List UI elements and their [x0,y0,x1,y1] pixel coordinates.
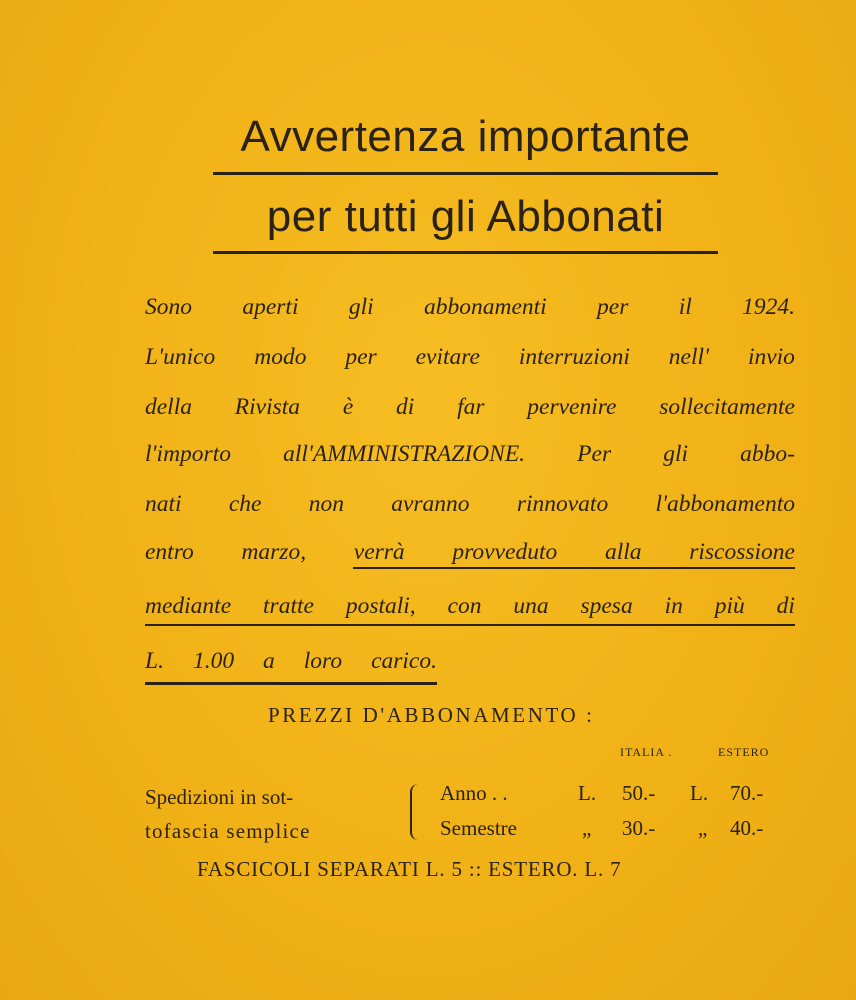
body-word: a [263,648,275,674]
brace [410,784,422,840]
body-word: in [664,593,683,619]
body-word: nati [145,491,182,517]
row-anno-prefix2: L. [690,781,709,805]
body-word: di [776,593,795,619]
body-line [145,344,795,371]
body-word: è [342,394,354,420]
body-word: Per [577,441,612,467]
body-word: di [396,394,415,420]
body-word: modo [254,344,307,370]
body-word: entro [145,539,194,565]
body-word: pervenire [527,394,617,420]
body-word: marzo, [241,539,307,565]
body-word: alla [604,539,642,565]
title-line-1: Avvertenza importante [240,112,691,161]
row-semestre-estero: 40.- [730,816,764,840]
body-word: loro [303,648,343,674]
body-word: 1924. [742,294,795,320]
body-word: far [457,394,485,420]
body-word: l'importo [145,441,231,467]
body-word: rinnovato [516,491,609,517]
body-word: una [513,593,549,619]
body-word: provveduto [452,539,558,565]
body-word: evitare [415,344,480,370]
fascicoli-line: FASCICOLI SEPARATI L. 5 :: ESTERO. L. 7 [197,857,622,881]
body-word: interruzioni [518,344,630,370]
body-word: tratte [263,593,314,619]
body-line [145,648,437,675]
body-line [145,394,795,421]
body-word: Rivista [234,394,301,420]
body-line [145,294,795,321]
body-word: invio [747,344,795,370]
body-word: il [678,294,692,320]
row-anno-prefix: L. [578,781,597,805]
body-line [145,593,795,620]
title-rule-1 [213,172,718,175]
body-word: avranno [391,491,470,517]
underline-3 [145,682,437,685]
row-semestre-prefix2: „ [698,816,708,840]
row-semestre-period: Semestre [440,816,517,840]
body-word: Sono [145,294,192,320]
body-word: per [345,344,377,370]
body-word: abbo- [740,441,795,467]
body-word: gli [663,441,689,467]
shipping-label-2: tofascia semplice [145,819,311,843]
body-word: non [308,491,344,517]
body-word: che [228,491,262,517]
row-anno-italia: 50.- [622,781,656,805]
row-anno-estero: 70.- [730,781,764,805]
body-word: carico. [371,648,437,674]
shipping-label-1: Spedizioni in sot- [145,785,294,809]
body-word: l'abbonamento [655,491,795,517]
body-word: mediante [145,593,232,619]
underline-2 [145,624,795,626]
body-word: verrà [353,539,405,565]
body-line [145,491,795,518]
underline-1 [353,567,795,569]
col-italia: ITALIA . [620,745,673,759]
row-anno-period: Anno . . [440,781,508,805]
row-semestre-prefix: „ [582,816,592,840]
body-word: aperti [242,294,299,320]
body-word: per [597,294,629,320]
prices-title: PREZZI D'ABBONAMENTO : [268,703,595,727]
body-word: postali, [345,593,416,619]
body-word: L'unico [145,344,216,370]
body-word: più [714,593,745,619]
body-word: abbonamenti [423,294,547,320]
body-word: L. [145,648,164,674]
body-word: 1.00 [192,648,235,674]
body-line [145,441,795,468]
title-rule-2 [213,251,718,254]
body-word: riscossione [689,539,795,565]
body-word: all'AMMINISTRAZIONE. [283,441,526,467]
col-estero: ESTERO [718,745,770,759]
body-word: spesa [580,593,633,619]
body-word: sollecitamente [659,394,795,420]
body-word: della [145,394,192,420]
row-semestre-italia: 30.- [622,816,656,840]
body-word: gli [348,294,374,320]
body-word: nell' [668,344,710,370]
title-line-2: per tutti gli Abbonati [266,192,665,241]
body-word: con [447,593,482,619]
body-line [145,539,795,566]
